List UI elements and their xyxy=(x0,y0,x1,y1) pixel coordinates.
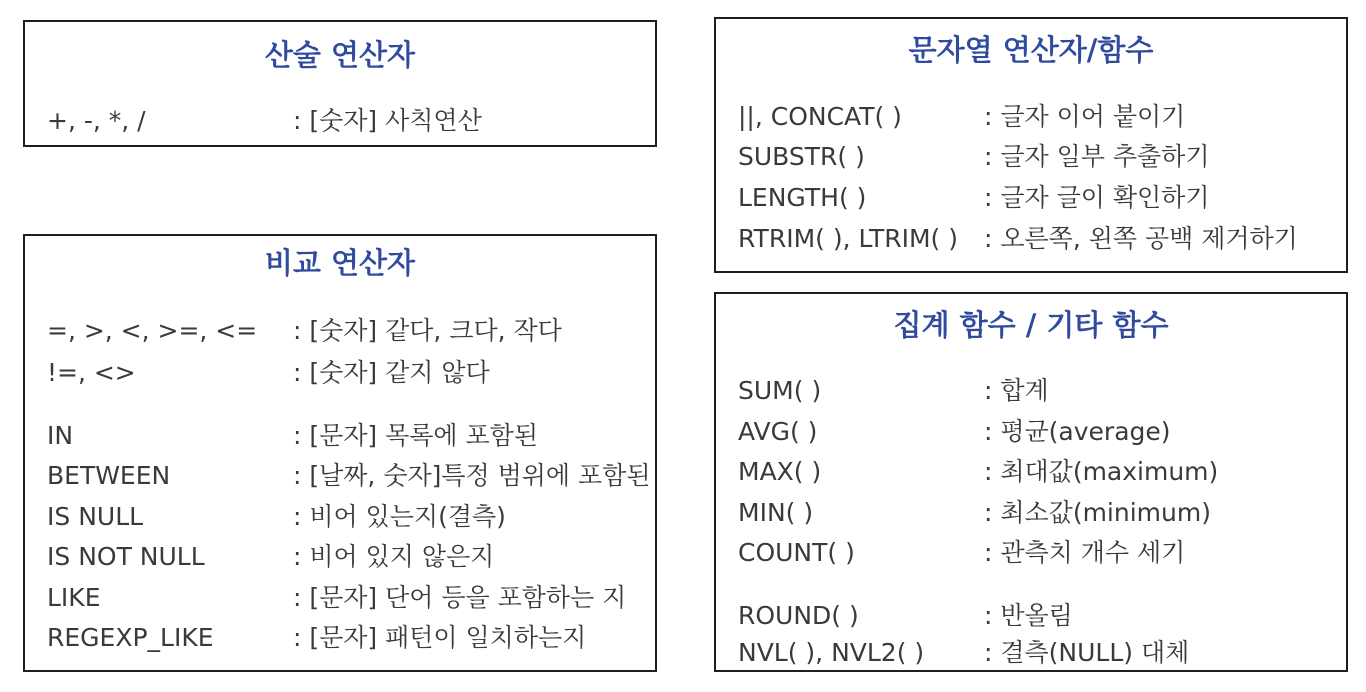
function-text: AVG( ) xyxy=(738,417,818,446)
arithmetic-title: 산술 연산자 xyxy=(264,38,416,72)
arithmetic-operators-box xyxy=(23,20,657,147)
operator-description: : [숫자] 사칙연산 xyxy=(293,106,482,135)
function-text: COUNT( ) xyxy=(738,538,855,567)
operator-description: : [문자] 패턴이 일치하는지 xyxy=(293,623,587,652)
operator-text: !=, <> xyxy=(47,358,136,387)
function-text: MIN( ) xyxy=(738,498,814,527)
operator-text: IS NULL xyxy=(47,502,144,531)
function-text: MAX( ) xyxy=(738,457,822,486)
operator-description: : [날짜, 숫자]특정 범위에 포함된 xyxy=(293,461,651,490)
operator-text: =, >, <, >=, <= xyxy=(47,316,258,345)
function-description: : 결측(NULL) 대체 xyxy=(984,638,1190,667)
operator-text: LIKE xyxy=(47,583,101,612)
function-description: : 반올림 xyxy=(984,601,1073,630)
operator-description: : [문자] 목록에 포함된 xyxy=(293,421,538,450)
function-text: SUM( ) xyxy=(738,376,822,405)
function-text: NVL( ), NVL2( ) xyxy=(738,638,925,667)
operator-description: : [숫자] 같지 않다 xyxy=(293,358,490,387)
function-text: RTRIM( ), LTRIM( ) xyxy=(738,224,959,253)
operator-description: : 비어 있는지(결측) xyxy=(293,502,506,531)
comparison-title: 비교 연산자 xyxy=(264,246,416,280)
function-description: : 합계 xyxy=(984,376,1049,405)
function-description: : 최대값(maximum) xyxy=(984,457,1219,486)
comparison-operators-box xyxy=(23,234,657,672)
operator-description: : [문자] 단어 등을 포함하는 지 xyxy=(293,583,627,612)
aggregate-functions-box xyxy=(714,292,1348,672)
operator-text: IS NOT NULL xyxy=(47,542,205,571)
operator-description: : 비어 있지 않은지 xyxy=(293,542,495,571)
aggregate-title: 집계 함수 / 기타 함수 xyxy=(893,308,1169,342)
function-text: ROUND( ) xyxy=(738,601,859,630)
operator-description: : [숫자] 같다, 크다, 작다 xyxy=(293,316,562,345)
function-description: : 글자 이어 붙이기 xyxy=(984,102,1186,131)
operator-text: REGEXP_LIKE xyxy=(47,623,214,652)
function-description: : 평균(average) xyxy=(984,417,1171,446)
string-title: 문자열 연산자/함수 xyxy=(908,33,1154,67)
string-functions-box xyxy=(714,17,1348,273)
function-description: : 오른쪽, 왼쪽 공백 제거하기 xyxy=(984,224,1298,253)
function-description: : 관측치 개수 세기 xyxy=(984,538,1186,567)
operator-text: IN xyxy=(47,421,74,450)
function-description: : 글자 일부 추출하기 xyxy=(984,142,1210,171)
operator-text: BETWEEN xyxy=(47,461,171,490)
function-text: SUBSTR( ) xyxy=(738,142,865,171)
function-description: : 글자 글이 확인하기 xyxy=(984,183,1210,212)
function-text: ||, CONCAT( ) xyxy=(738,102,902,131)
function-description: : 최소값(minimum) xyxy=(984,498,1211,527)
operator-text: +, -, *, / xyxy=(47,106,146,135)
function-text: LENGTH( ) xyxy=(738,183,867,212)
